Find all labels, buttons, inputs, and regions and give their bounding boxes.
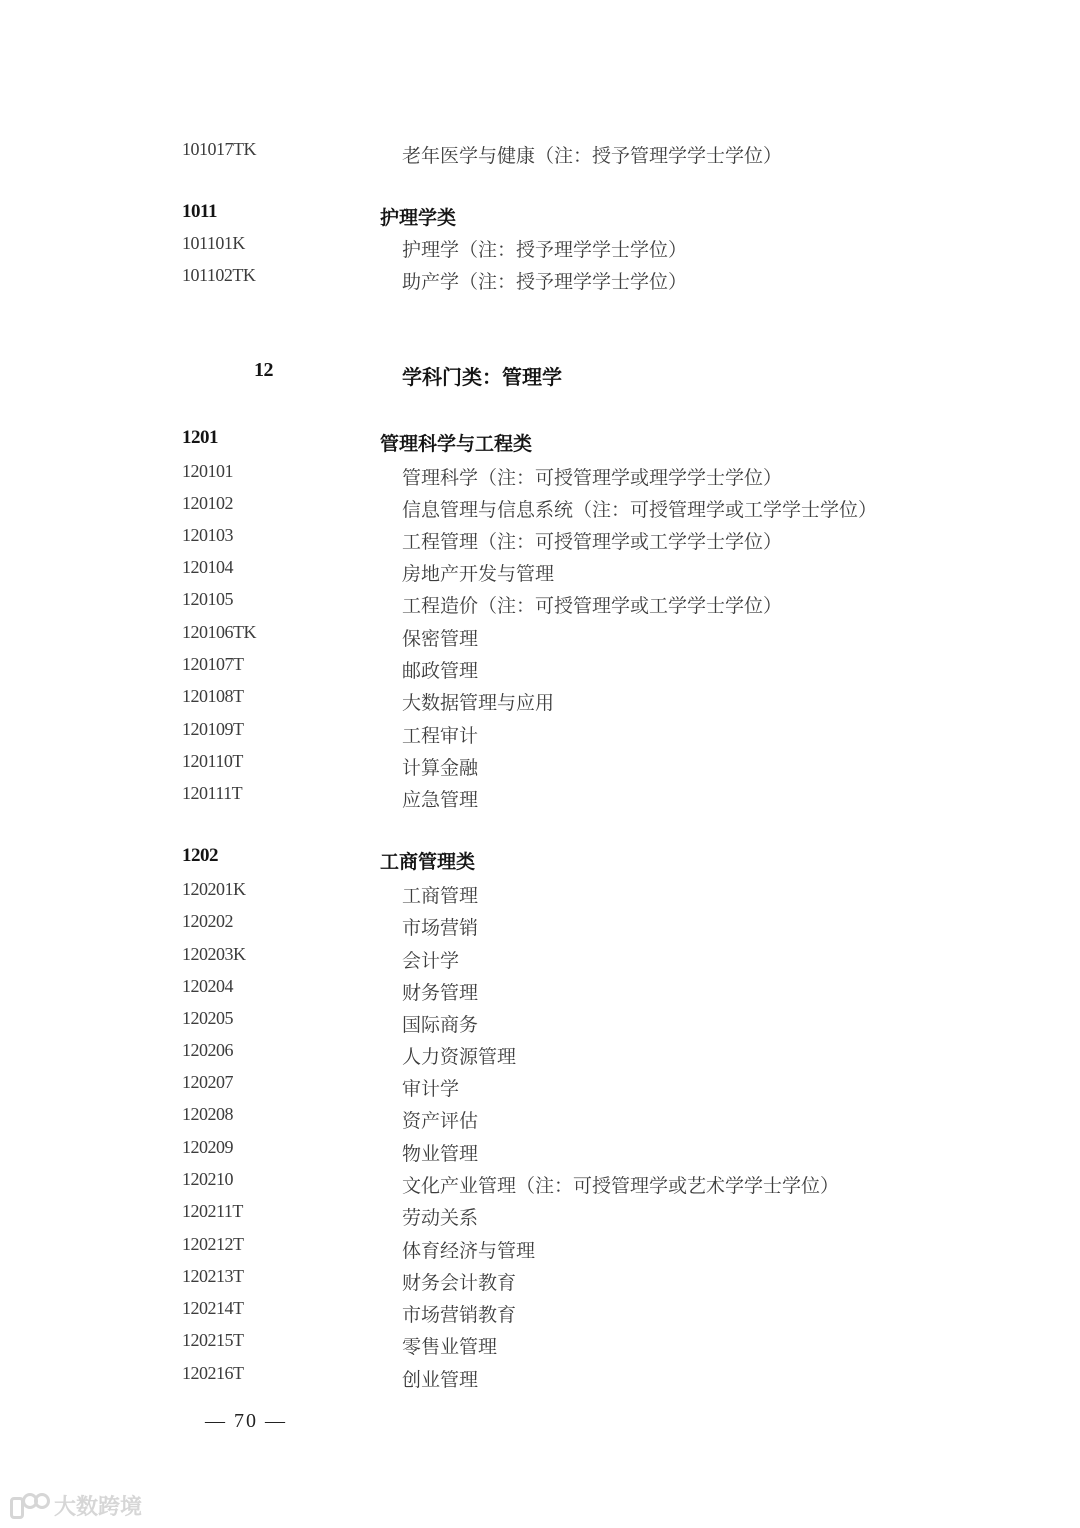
major-row (0, 1006, 1080, 1038)
code: 120101 (182, 461, 233, 481)
name: 体育经济与管理 (402, 1240, 536, 1262)
code: 120106TK (182, 622, 256, 642)
name: 财务会计教育 (402, 1272, 517, 1294)
code: 120104 (182, 557, 233, 577)
code: 120210 (182, 1169, 233, 1189)
major-row (0, 1361, 1080, 1393)
major-row (0, 877, 1080, 909)
major-row (0, 684, 1080, 716)
page-number: — 70 — (205, 1410, 287, 1432)
name: 助产学（注：授予理学学士学位） (402, 271, 688, 293)
major-row (0, 523, 1080, 555)
code: 101101K (182, 233, 245, 253)
name: 工商管理类 (380, 851, 476, 873)
name: 会计学 (402, 950, 460, 972)
category-heading (0, 425, 1080, 457)
major-row (0, 1167, 1080, 1199)
name: 管理科学（注：可授管理学或理学学士学位） (402, 467, 783, 489)
name: 零售业管理 (402, 1336, 498, 1358)
name: 房地产开发与管理 (402, 563, 555, 585)
major-row (0, 1070, 1080, 1102)
watermark (10, 1490, 142, 1521)
code: 120102 (182, 493, 233, 513)
major-row (0, 459, 1080, 491)
name: 工程管理（注：可授管理学或工学学士学位） (402, 531, 783, 553)
discipline-heading (0, 357, 1080, 389)
name: 护理学（注：授予理学学士学位） (402, 239, 688, 261)
major-row (0, 717, 1080, 749)
name: 市场营销教育 (402, 1304, 517, 1326)
code: 120107T (182, 654, 244, 674)
major-row (0, 555, 1080, 587)
name: 保密管理 (402, 628, 479, 650)
code: 120202 (182, 911, 233, 931)
major-row (0, 137, 1080, 169)
name: 管理科学与工程类 (380, 433, 533, 455)
name: 计算金融 (402, 757, 479, 779)
code: 120105 (182, 589, 233, 609)
major-row (0, 1199, 1080, 1231)
watermark-text: 大数跨境 (54, 1495, 143, 1520)
major-row (0, 942, 1080, 974)
major-row (0, 231, 1080, 263)
code: 120209 (182, 1137, 233, 1157)
name: 护理学类 (380, 207, 457, 229)
code: 101017TK (182, 139, 256, 159)
major-row (0, 263, 1080, 295)
logo-icon (10, 1493, 48, 1519)
major-row (0, 1038, 1080, 1070)
name: 劳动关系 (402, 1207, 479, 1229)
name: 大数据管理与应用 (402, 692, 555, 714)
major-row (0, 1328, 1080, 1360)
code: 120216T (182, 1363, 244, 1383)
code: 120211T (182, 1201, 243, 1221)
code: 120207 (182, 1072, 233, 1092)
major-row (0, 652, 1080, 684)
name: 邮政管理 (402, 660, 479, 682)
code: 101102TK (182, 265, 256, 285)
code: 120205 (182, 1008, 233, 1028)
name: 人力资源管理 (402, 1046, 517, 1068)
code: 120204 (182, 976, 233, 996)
major-row (0, 1102, 1080, 1134)
code: 120110T (182, 751, 243, 771)
name: 资产评估 (402, 1110, 479, 1132)
major-row (0, 620, 1080, 652)
major-row (0, 491, 1080, 523)
name: 国际商务 (402, 1014, 479, 1036)
name: 学科门类：管理学 (402, 365, 562, 389)
name: 工程造价（注：可授管理学或工学学士学位） (402, 595, 783, 617)
name: 信息管理与信息系统（注：可授管理学或工学学士学位） (402, 499, 878, 521)
name: 应急管理 (402, 789, 479, 811)
major-row (0, 749, 1080, 781)
major-row (0, 1135, 1080, 1167)
code: 120108T (182, 686, 244, 706)
code: 120109T (182, 719, 244, 739)
major-row (0, 781, 1080, 813)
major-row (0, 1264, 1080, 1296)
major-row (0, 1232, 1080, 1264)
code: 120203K (182, 944, 246, 964)
code: 12 (254, 359, 273, 381)
name: 工商管理 (402, 885, 479, 907)
code: 120214T (182, 1298, 244, 1318)
code: 120111T (182, 783, 243, 803)
major-row (0, 909, 1080, 941)
code: 1011 (182, 201, 217, 222)
code: 1202 (182, 845, 218, 866)
code: 120103 (182, 525, 233, 545)
code: 1201 (182, 427, 218, 448)
name: 创业管理 (402, 1369, 479, 1391)
major-row (0, 974, 1080, 1006)
category-heading (0, 843, 1080, 875)
code: 120212T (182, 1234, 244, 1254)
code: 120206 (182, 1040, 233, 1060)
major-row (0, 587, 1080, 619)
code: 120215T (182, 1330, 244, 1350)
name: 审计学 (402, 1078, 460, 1100)
name: 财务管理 (402, 982, 479, 1004)
major-row (0, 1296, 1080, 1328)
name: 工程审计 (402, 725, 479, 747)
code: 120201K (182, 879, 246, 899)
name: 市场营销 (402, 917, 479, 939)
name: 老年医学与健康（注：授予管理学学士学位） (402, 145, 783, 167)
category-heading (0, 199, 1080, 231)
code: 120213T (182, 1266, 244, 1286)
name: 物业管理 (402, 1143, 479, 1165)
code: 120208 (182, 1104, 233, 1124)
name: 文化产业管理（注：可授管理学或艺术学学士学位） (402, 1175, 840, 1197)
